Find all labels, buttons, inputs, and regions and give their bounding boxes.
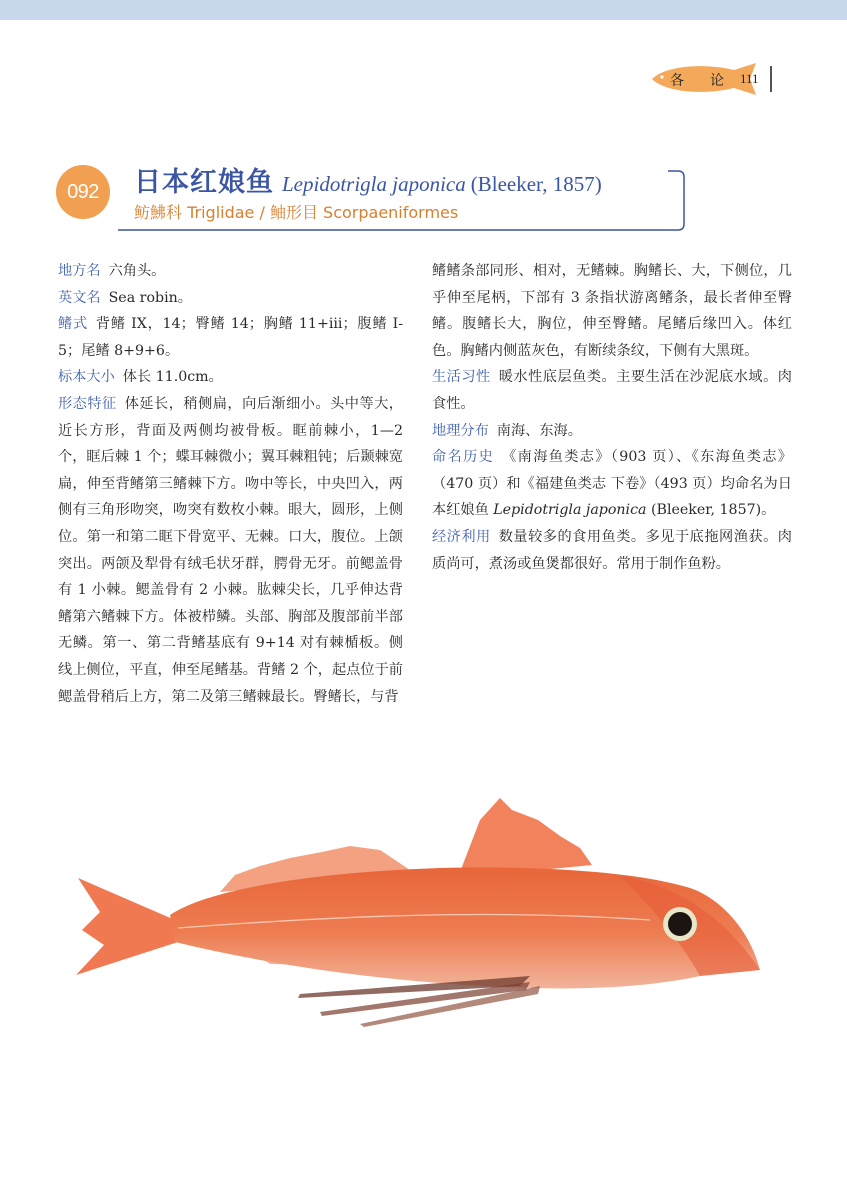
species-name-scientific: Lepidotrigla japonica [282, 172, 466, 196]
page-top-band [0, 0, 847, 20]
field-value: 背鳍 IX，14；臀鳍 14；胸鳍 11+iii；腹鳍 I-5；尾鳍 8+9+6。 [58, 316, 403, 359]
field-label: 生活习性 [432, 369, 491, 386]
text-column-right [432, 258, 792, 577]
page-number: 111 [740, 71, 759, 86]
entry-number-badge: 092 [56, 165, 110, 219]
field-label: 地理分布 [432, 422, 489, 439]
entry-title [134, 160, 602, 199]
field-label: 鳍式 [58, 316, 88, 333]
text-column-left [58, 258, 403, 710]
header-section-char-1: 各 [670, 73, 684, 89]
running-header [648, 62, 780, 96]
field-value-part-2: 鳍鳍条部同形、相对，无鳍棘。胸鳍长、大，下侧位，几乎伸至尾柄，下部有 3 条指状游离鳍条，最长者伸至臀鳍。腹鳍长大，胸位，伸至臀鳍。尾鳍后缘凹入。体红色。胸鳍内侧蓝灰色，有断续条纹，下侧有大黑斑。 [432, 263, 792, 359]
field-naming-history [432, 444, 792, 524]
field-label: 经济利用 [432, 528, 491, 545]
field-local-name [58, 258, 403, 285]
taxonomy-line: 鲂鮄科 Triglidae / 鲉形目 Scorpaeniformes [134, 203, 459, 222]
field-label: 英文名 [58, 289, 101, 306]
field-habits [432, 364, 792, 417]
field-value: 南海、东海。 [496, 422, 582, 439]
field-label: 地方名 [58, 263, 101, 279]
field-value-end: (Bleeker, 1857)。 [646, 502, 776, 519]
field-morphology-continued [432, 258, 792, 364]
field-distribution [432, 418, 792, 445]
field-value-part-1: 体延长，稍侧扁，向后渐细小。头中等大，近长方形，背面及两侧均被骨板。眶前棘小，1—2 个，眶后棘 1 个；蝶耳棘微小；翼耳棘粗钝；后颞棘宽扁，伸至背鳍第三鳍棘下方。吻中等长，中央凹入，两侧有三角形吻突，吻突有数枚小棘。眼大，圆形，上侧位。第一和第二眶下骨宽平、无棘。口大，腹位。上颌突出。两颌及犁骨有绒毛状牙群，腭骨无牙。前鳃盖骨有 1 小棘。鳃盖骨有 2 小棘。肱棘尖长，几乎伸达背鳍第六鳍棘下方。体被栉鳞。头部、胸部及腹部前半部无鳞。第一、第二背鳍基底有 9+14 对有棘楯板。侧线上侧位，平直，伸至尾鳍基。背鳍 2 个，起点位于前鳃盖骨稍后上方，第二及第三鳍棘最长。臀鳍长，与背 [58, 395, 403, 705]
field-fin-formula [58, 311, 403, 364]
field-label: 形态特征 [58, 395, 117, 412]
field-value: 暖水性底层鱼类。主要生活在沙泥底水域。肉食性。 [432, 369, 792, 412]
field-value: 数量较多的食用鱼类。多见于底拖网渔获。肉质尚可，煮汤或鱼煲都很好。常用于制作鱼粉。 [432, 528, 792, 572]
field-label: 命名历史 [432, 449, 495, 466]
field-economic-use [432, 524, 792, 577]
scientific-name-inline: Lepidotrigla japonica [493, 502, 647, 519]
field-morphology [58, 391, 403, 710]
field-value: 《南海鱼类志》（903 页）、《东海鱼类志》（470 页）和《福建鱼类志 下卷》（493 页）均命名为日本红娘鱼 [432, 449, 792, 519]
field-specimen-size [58, 364, 403, 391]
fish-photo [60, 780, 780, 1050]
species-authority: (Bleeker, 1857) [470, 172, 602, 196]
species-name-cn: 日本红娘鱼 [134, 167, 274, 198]
header-section-char-2: 论 [710, 73, 724, 89]
field-label: 标本大小 [58, 369, 115, 386]
field-value: Sea robin。 [108, 289, 192, 306]
field-value: 六角头。 [108, 263, 166, 279]
field-value: 体长 11.0cm。 [122, 369, 223, 386]
field-english-name [58, 285, 403, 312]
